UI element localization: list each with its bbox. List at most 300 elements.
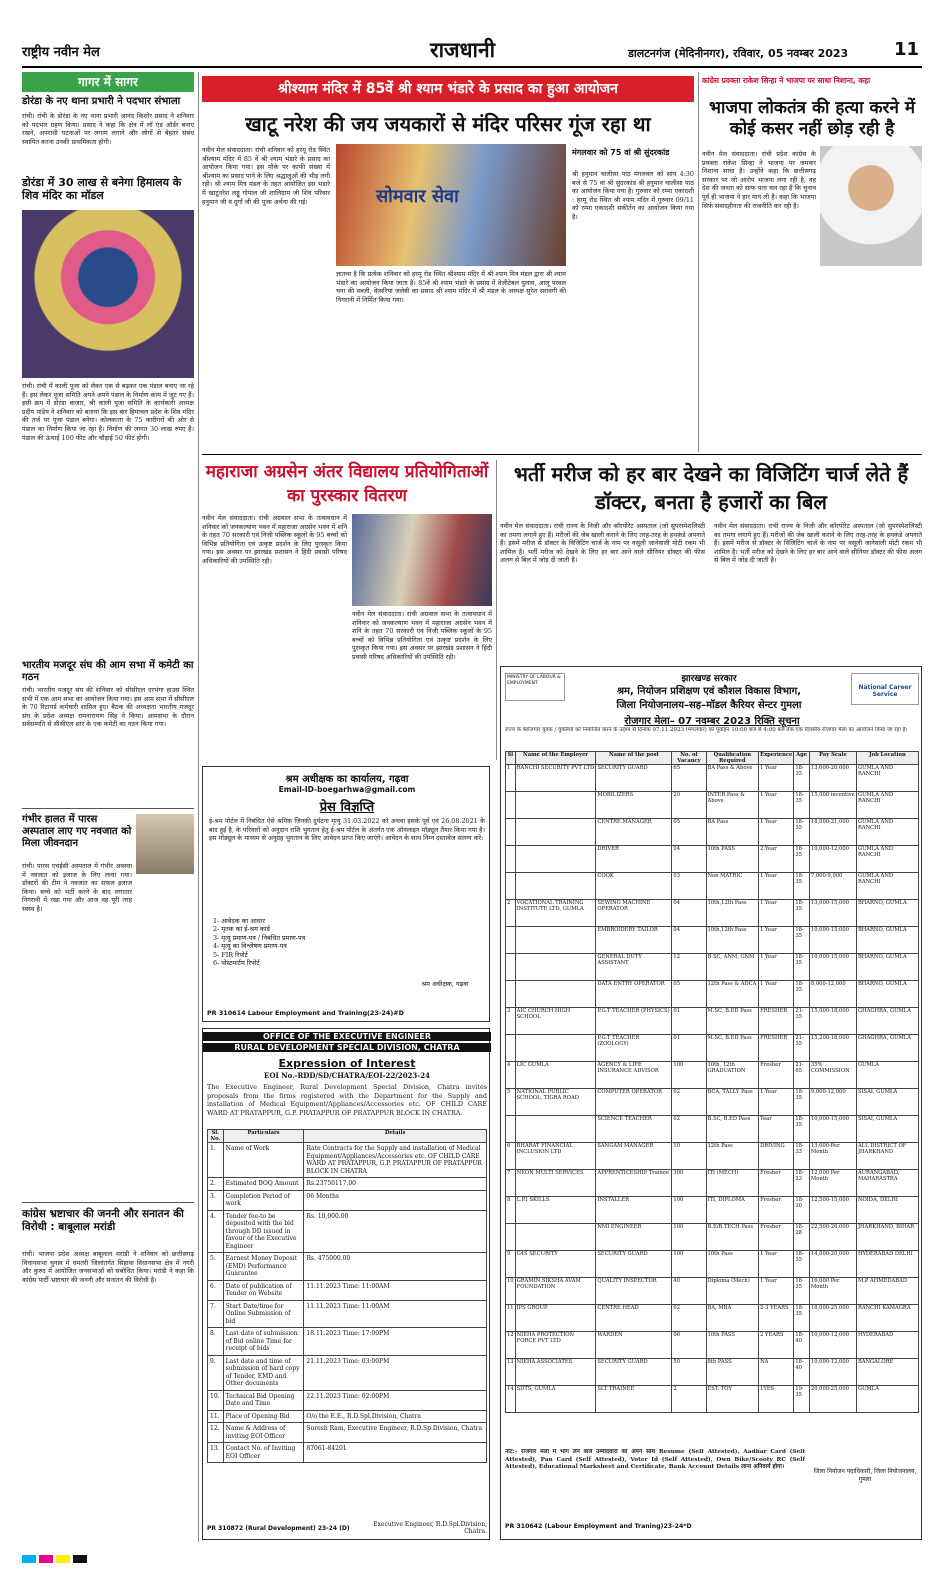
table-cell: GUMLA AND RANCHI (856, 819, 918, 846)
table-cell: FRESHER (759, 1035, 794, 1062)
dept-line: झारखण्ड सरकार (681, 674, 737, 684)
table-cell: 10th, 12th GRADUATION (706, 1062, 759, 1089)
vacancy-row (506, 1062, 919, 1089)
table-cell: 1YES (759, 1386, 794, 1413)
table-cell: 18-35 (794, 846, 810, 873)
table-cell (506, 927, 516, 954)
table-cell: 6. (208, 1280, 224, 1300)
table-cell: 15,000-18,000 (809, 1008, 856, 1035)
table-cell: 01 (672, 1035, 706, 1062)
table-cell: 18-35 (794, 981, 810, 1008)
tender-table-wrap (207, 1129, 487, 1521)
table-cell: SISAI, GUMLA (856, 1116, 918, 1143)
table-cell: 18-35 (794, 1305, 810, 1332)
table-cell: 18-35 (794, 765, 810, 792)
doc-item: 3- मृत्यु प्रमाण-पत्र / निबंधित प्रमाण-पत्र (213, 933, 306, 942)
table-cell: B.SC, B.ED Pass (706, 1116, 759, 1143)
table-cell: BHARNO, GUMLA (856, 900, 918, 927)
table-cell: 1 Year (759, 1251, 794, 1278)
table-cell: 300 (672, 1170, 706, 1197)
tender-row (208, 1280, 487, 1300)
table-cell: BHARNO, GUMLA (856, 981, 918, 1008)
table-cell: 1 Year (759, 1278, 794, 1305)
table-cell: APPRENTICESHIP Trainee (596, 1170, 672, 1197)
table-cell: 5 (506, 1089, 516, 1116)
tender-row (208, 1355, 487, 1390)
table-cell: 12 (506, 1332, 516, 1359)
column-header: Name of the Employer (515, 752, 596, 765)
registration-strip (22, 1548, 922, 1560)
table-cell: 22,500-26,000 (809, 1224, 856, 1251)
table-cell: 13,000-15,000 (809, 900, 856, 927)
kali-idol-photo (22, 210, 194, 378)
tender-ref: PR 310872 (Rural Development) 23-24 (D) (207, 1525, 350, 1532)
notice-body: ई-श्रम पोर्टल में निबंधित ऐसे श्रमिक जिनकी दुर्घटना मृत्यु 31.03.2022 को अथवा इसके पूर्व एवं 26.08.2021 के बाद हुई है, के परिवारों को अनुदान राशि भुगतान हेतु ई-श्रम पोर्टल के अंतर्गत एक ऑनलाइन मॉड्यूल तैयार किया गया है। इस मॉड्यूल के माध्यम से अनुग्रह भुगतान के लिए आवेदन प्राप्त किए जाएंगे। आवेदन के साथ निम्न दस्तावेज संलग्न करें: (209, 817, 485, 843)
table-cell: Rs. 10,000.00 (304, 1210, 487, 1253)
table-cell: BHARNO, GUMLA (856, 954, 918, 981)
table-cell: NOIDA, DELHI (856, 1197, 918, 1224)
table-cell: 10th,12th Pass (706, 927, 759, 954)
ncs-logo: National Career Service (851, 673, 919, 705)
table-cell: 11. (208, 1410, 224, 1423)
table-cell: NIEHA PROTECTION FORCE PVT LTD (515, 1332, 596, 1359)
labour-notice (202, 766, 490, 1022)
table-cell: 04 (672, 900, 706, 927)
table-cell: GUMLA AND RANCHI (856, 792, 918, 819)
hospital-story-headline: भर्ती मरीज को हर बार देखने का विजिटिंग चार्ज लेते हैं डॉक्टर, बनता है हजारों का बिल (513, 462, 909, 514)
table-cell: 1 Year (759, 792, 794, 819)
story-headline: भारतीय मजदूर संघ की आम सभा में कमेटी का गठन (22, 660, 194, 683)
vacancy-row (506, 1332, 919, 1359)
table-cell: DRIVING (759, 1143, 794, 1170)
story-headline: गंभीर हालत में पारस अस्पताल लाए गए नवजात को मिला जीवनदान (22, 814, 132, 849)
table-cell: 1 Year (759, 819, 794, 846)
table-cell: B.E/B.TECH Pass (706, 1224, 759, 1251)
table-cell: 18-35 (794, 1278, 810, 1305)
job-fair-notice (500, 666, 922, 1540)
table-cell: NEON MULTI SERVICES (515, 1170, 596, 1197)
table-cell: 05 (672, 819, 706, 846)
table-cell: COOK (596, 873, 672, 900)
table-cell: 1 Year (759, 1089, 794, 1116)
vacancy-row (506, 981, 919, 1008)
table-cell (506, 1035, 516, 1062)
vacancy-table (505, 751, 919, 1413)
table-cell: 10 (672, 1143, 706, 1170)
table-cell: 21-35 (794, 1035, 810, 1062)
table-cell: 14 (506, 1386, 516, 1413)
story-headline: डोरंडा के नए थाना प्रभारी ने पदभार संभाला (22, 96, 181, 107)
table-cell: JHARKHAND, BIHAR (856, 1224, 918, 1251)
table-cell: 18-35 (794, 873, 810, 900)
table-cell: 18-35 (794, 900, 810, 927)
table-cell: 10,000-15,000 (809, 1116, 856, 1143)
table-cell: 50 (672, 1359, 706, 1386)
vacancy-row (506, 1089, 919, 1116)
table-cell: Date of publication of Tender on Website (223, 1280, 304, 1300)
tender-eoi-number: EOI No.-RDD/SD/CHATRA/EOI-22/2023-24 (264, 1071, 430, 1080)
table-cell: 7,000-9,000 (809, 873, 856, 900)
doc-item: 2- मृतक का ई-श्रम कार्ड (213, 925, 270, 934)
top-story-headline: खाटू नरेश की जय जयकारों से मंदिर परिसर गूंज रहा था (245, 112, 651, 136)
table-cell (515, 927, 596, 954)
hospital-bill-story (500, 460, 922, 660)
table-cell: 8. (208, 1328, 224, 1356)
table-cell: CENTRE MANAGER (596, 819, 672, 846)
table-cell: NA (759, 1359, 794, 1386)
table-cell: 10th PASS (706, 1332, 759, 1359)
table-cell: 10th PASS (706, 846, 759, 873)
tender-office: OFFICE OF THE EXECUTIVE ENGINEER (203, 1032, 491, 1041)
table-cell: 12th Pass (706, 1143, 759, 1170)
vacancy-row (506, 1170, 919, 1197)
tender-table (207, 1129, 487, 1463)
top-story-kicker: श्रीश्याम मंदिर में 85वें श्री श्याम भंडारे के प्रसाद का हुआ आयोजन (202, 76, 694, 102)
story-body: नवीन मेल संवाददाता। रांची अग्रवाल सभा के तत्वावधान में शनिवार को जनकल्याण भवन में महाराजा अग्रसेन भवन में शनि के तहत 70 सरकारी एवं निजी पब्लिक स्कूलों के 95 बच्चों को विभिन्न प्रतियोगिता एवं उत्कृष्ट प्रदर्शन के लिए पुरस्कृत किया गया। इस अवसर पर झारखंड प्रशासन ने हिंदी प्रवासी परिषद अधिकारियों की उपस्थिति रही। (352, 610, 492, 661)
table-cell: NIEHA ASSOCIATES (515, 1359, 596, 1386)
table-cell: 13. (208, 1443, 224, 1463)
table-cell: GENERAL DUTY ASSISTANT (596, 954, 672, 981)
table-cell: EST. TOY (706, 1386, 759, 1413)
table-cell: 18-40 (794, 1359, 810, 1386)
table-cell: 05 (672, 981, 706, 1008)
table-cell: 2 (672, 1386, 706, 1413)
table-cell: Rs.23750117.00 (304, 1178, 487, 1191)
vacancy-row (506, 873, 919, 900)
vacancy-row (506, 765, 919, 792)
table-cell: 2 (506, 900, 516, 927)
tender-row (208, 1253, 487, 1281)
vacancy-row (506, 1305, 919, 1332)
table-cell: GUMLA (856, 1386, 918, 1413)
story-headline: डोरंडा में 30 लाख से बनेगा हिमालय के शिव मंदिर का मॉडल (22, 176, 182, 202)
table-cell: 03 (672, 873, 706, 900)
table-cell: 2 Year (759, 846, 794, 873)
right-story (702, 72, 922, 452)
vacancy-row (506, 819, 919, 846)
story-body: रांची। पारस एचईसी अस्पताल में गंभीर अवस्था में नवजात को इलाज के लिए लाया गया। डॉक्टरों की टीम ने नवजात का सफल इलाज किया। बच्चे को भर्ती करने के बाद लगातार निगरानी में रखा गया और आज वह पूरी तरह स्वस्थ है। (22, 862, 132, 913)
table-cell: 18-28 (794, 1224, 810, 1251)
table-cell: 100 (672, 1197, 706, 1224)
notice-doc-list (213, 917, 483, 967)
left-banner: गागर में सागर (22, 72, 194, 92)
table-cell: DATA ENTRY OPERATOR (596, 981, 672, 1008)
table-cell: NMI ENGINEER (596, 1224, 672, 1251)
table-cell: 21.11.2023 Time: 03:00PM (304, 1355, 487, 1390)
vacancy-row (506, 1278, 919, 1305)
table-cell: 10,000-12,000 (809, 1359, 856, 1386)
table-cell: 65 (672, 765, 706, 792)
story-body: नवीन मेल संवाददाता। रांची राज्य के निजी और कॉरपोरेट अस्पताल (जो सुपरस्पेशलिस्टी का तमगा लगाये हुए हैं) मरीजों की जेब खाली कराने के लिए तरह-तरह के हथकंडे अपनाते हैं। इसमें मरीज से डॉक्टर के विजिटिंग चार्ज के नाम पर वसूली जानेवाली मोटी रकम भी शामिल है। भर्ती मरीज को देखने के लिए हर बार आने वाले सीनियर डॉक्टर की फीस अलग से बिल में जोड़ दी जाती है। (714, 522, 922, 565)
table-cell: INSTALLER (596, 1197, 672, 1224)
vacancy-row (506, 1224, 919, 1251)
table-cell: INTER Pass & Above (706, 792, 759, 819)
right-story-headline: भाजपा लोकतंत्र की हत्या करने में कोई कसर नहीं छोड़ रही है (709, 98, 915, 139)
table-cell: 2-3 YEARS (759, 1305, 794, 1332)
table-cell: Earnest Money Deposit (EMD) Performance Guarantee (223, 1253, 304, 1281)
table-cell: 01 (672, 1008, 706, 1035)
table-cell: SECURITY GUARD (596, 765, 672, 792)
table-cell (515, 792, 596, 819)
story-body: श्री हनुमान चालीसा पाठ मंगलवार को सांय 4:30 बजे से 75 वां श्री सुंदरकांड श्री हनुमान चालीसा पाठ का आयोजन किया गया है। गुरुवार को रम्भा एकादशी : हरमू रोड स्थित श्री श्याम मंदिर में गुरुवार 09/11 को रम्भा एकादशी संकीर्तन का आयोजन किया गया है। (572, 170, 694, 221)
vacancy-row (506, 927, 919, 954)
table-cell: Technical Bid Opening Date and Time (223, 1390, 304, 1410)
table-cell: L.P.I SKILLS (515, 1197, 596, 1224)
photo-caption: सोमवार सेवा (376, 186, 459, 207)
table-cell: 5. (208, 1253, 224, 1281)
tender-intro: The Executive Engineer, Rural Development Special Division, Chatra invites proposals from the firms registered with the Department for the Supply and installation of Medical Equipment/Appliances/Accessories etc. OF CHILD CARE WARD AT PRATAPPUR, G.P. PRATAPPUR OF PRATAPPUR BLOCK IN CHATRA. (207, 1083, 487, 1117)
table-cell: FRESHER (759, 1008, 794, 1035)
story-subhead: मंगलवार को 75 वां श्री सुंदरकांड (572, 148, 670, 157)
tender-row (208, 1143, 487, 1178)
table-cell: 35% COMMISSION (809, 1062, 856, 1089)
table-cell: 10th Pass (706, 1251, 759, 1278)
table-cell: 10,000-15,000 (809, 927, 856, 954)
vacancy-row (506, 792, 919, 819)
table-cell: AGENCY & LIFE INSURANCE ADVISOR (596, 1062, 672, 1089)
table-cell: 16,000 Per Month (809, 1278, 856, 1305)
table-cell: Completion Period of work (223, 1190, 304, 1210)
table-cell: M.SC, B.ED Pass (706, 1035, 759, 1062)
table-cell: AIC CHURCH HIGH SCHOOL (515, 1008, 596, 1035)
table-cell: 02 (672, 1305, 706, 1332)
hospital-photo (136, 814, 194, 874)
table-cell: 02 (672, 1116, 706, 1143)
table-cell: COMPUTER OPERATOR (596, 1089, 672, 1116)
table-cell: BA, MBA (706, 1305, 759, 1332)
table-cell: Fresher (759, 1170, 794, 1197)
table-cell: 4 (506, 1062, 516, 1089)
table-cell: GHAGHRA, GUMLA (856, 1035, 918, 1062)
vacancy-row (506, 1251, 919, 1278)
table-cell: Suresh Ram, Executive Engineer, R.D.Sp.Division, Chatra (304, 1423, 487, 1443)
notice-ref: PR 310614 Labour Employment and Training(23-24)#D (207, 1009, 404, 1017)
table-cell: 12,000 Per Month (809, 1170, 856, 1197)
vacancy-header-row (506, 752, 919, 765)
table-cell (515, 873, 596, 900)
story-body: रांची। भारतीय मजदूर संघ की शनिवार को सीसीएल दरभंगा हाउस स्थित सभी में एक आम सभा का आयोजन किया गया। इस आम सभा में सीसीएल के 70 रिटायर्ड कर्मचारी शामिल हुए। बैठक की अध्यक्षता भारतीय मजदूर संघ के प्रदेश अध्यक्ष रामनारायण सिंह ने किया। आमसभा के दौरान सर्वसम्मति से सीसीएल स्तर के एक कमेटी का गठन किया गया। (22, 686, 194, 729)
table-cell: ALL DISTRICT OF JHARKHAND (856, 1143, 918, 1170)
table-cell: 22.11.2023 Time: 02:00PM (304, 1390, 487, 1410)
table-cell: B.SC, ANM, GNM (706, 954, 759, 981)
story-body: नवीन मेल संवाददाता। रांची अग्रवाल सभा के तत्वावधान में शनिवार को जनकल्याण भवन में महाराजा अग्रसेन भवन में शनि के तहत 70 सरकारी एवं निजी पब्लिक स्कूलों के 95 बच्चों को विभिन्न प्रतियोगिता एवं उत्कृष्ट प्रदर्शन के लिए पुरस्कृत किया गया। इस अवसर पर झारखंड प्रशासन ने हिंदी प्रवासी परिषद अधिकारियों की उपस्थिति रही। (202, 514, 347, 565)
table-cell: 18-35 (794, 792, 810, 819)
table-cell: 1 Year (759, 873, 794, 900)
table-cell: P.G.T TEACHER (ZOOLOGY) (596, 1035, 672, 1062)
table-cell: ITI, DIPLOMA (706, 1197, 759, 1224)
right-story-kicker: कांग्रेस प्रवक्ता राकेश सिन्हा ने भाजपा पर साधा निशाना, कहा (702, 76, 871, 85)
table-cell: EMBROIDERY TAILOR (596, 927, 672, 954)
table-cell: 10,000-15,000 (809, 954, 856, 981)
table-cell: 18-35 (794, 954, 810, 981)
tender-row (208, 1390, 487, 1410)
table-cell: SISAI, GUMLA (856, 1089, 918, 1116)
vacancy-table-wrap (505, 751, 919, 1445)
table-cell: NATIONAL PUBLIC SCHOOL, TIGRA ROAD (515, 1089, 596, 1116)
table-cell: G4S SECURITY (515, 1251, 596, 1278)
table-cell: 04 (672, 927, 706, 954)
tender-row (208, 1423, 487, 1443)
table-cell: M.SC, B.ED Pass (706, 1008, 759, 1035)
story-body: रांची। भाजपा प्रदेश अध्यक्ष बाबूलाल मरांडी ने शनिवार को छत्तीसगढ़ विधानसभा चुनाव में धमतरी जिलांतर्गत सिहावा विधानसभा क्षेत्र में नगरी और कुरुद में आयोजित जनसभाओं को संबोधित किया। मरांडी ने कहा कि कांग्रेस पार्टी भ्रष्टाचार की जननी और सनातन की विरोधी है। (22, 1250, 194, 1284)
job-fair-title: रोजगार मेला– 07 नवम्बर 2023 रिक्ति सूचना (624, 716, 800, 727)
table-cell: 12. (208, 1423, 224, 1443)
tender-row (208, 1190, 487, 1210)
award-story (202, 460, 492, 760)
vacancy-row (506, 1386, 919, 1413)
table-cell: WARDEN (596, 1332, 672, 1359)
table-cell: GHAGHRA, GUMLA (856, 1008, 918, 1035)
story-body: रांची। रांची में काली पूजा को लेकर एक से बढ़कर एक पंडाल बनाए जा रहे हैं। इस लेकर पूजा समिति अपने अपने पंडाल के निर्माण काम में जुट गए हैं। इसी क्रम में डोरंडा बाजार, श्री काली पूजा समिति के कार्यकारी अध्यक्ष प्रदीप पांडेय ने शनिवार को बताया कि इस बार हिमाचल प्रदेश के शिव मंदिर की तर्ज पर पूजा पंडाल बनेगा। कोलकाता के 75 कारीगरों की ओर से पंडाल का निर्माण किया जा रहा है। निर्माण की लागत 30 लाख रुपए है। पंडाल की ऊंचाई 100 फीट और चौड़ाई 50 फीट होगी। (22, 382, 194, 442)
table-cell: 18-30 (794, 1197, 810, 1224)
story-body: नवीन मेल संवाददाता। रांची प्रदेश कांग्रेस के प्रवक्ता राकेश सिन्हा ने भाजपा पर जमकर निशाना साधा है। उन्होंने कहा कि छत्तीसगढ़ सरकार पर जो आरोप भाजपा लगा रही है, वह देश की जनता को साफ पता चल रहा है कि चुनाव पूर्व ही भाजपा ने हार मान ली है। कहा कि भाजपा सिर्फ संवादहीनता की राजनीति कर रही है। (702, 150, 816, 210)
table-cell: 18,000-25,000 (809, 1305, 856, 1332)
table-cell: 13 (506, 1359, 516, 1386)
table-cell: BHARNO, GUMLA (856, 927, 918, 954)
vacancy-row (506, 1143, 919, 1170)
table-cell: Last date of submission of Bid online Time for receipt of bids (223, 1328, 304, 1356)
table-cell: 8 (506, 1197, 516, 1224)
table-cell: 18-23 (794, 1170, 810, 1197)
table-cell: 10,000-12,000 (809, 846, 856, 873)
table-cell: HYDERABAD (856, 1332, 918, 1359)
table-cell: 10th,12th Pass (706, 900, 759, 927)
table-cell: Rate Contracts for the Supply and installation of Medical Equipment/Appliances/Accessories etc. OF CHILD CARE WARD AT PRATAPPUR, G.P. PRATAPPUR OF PRATAPPUR BLOCK IN CHATRA (304, 1143, 487, 1178)
table-cell: HYDERABAD DELHI (856, 1251, 918, 1278)
table-cell: 2 YEARS (759, 1332, 794, 1359)
tender-row (208, 1210, 487, 1253)
table-cell: 12,500-15,000 (809, 1197, 856, 1224)
award-photo (352, 514, 492, 606)
table-cell (515, 954, 596, 981)
table-cell: Year (759, 1116, 794, 1143)
table-cell: 04 (672, 846, 706, 873)
vacancy-row (506, 1359, 919, 1386)
column-header: Pay Scale (809, 752, 856, 765)
table-cell: GUMLA AND RANCHI (856, 873, 918, 900)
table-cell: 1 Year (759, 981, 794, 1008)
table-cell: DRIVER (596, 846, 672, 873)
table-cell: 18,000-21,000 (809, 819, 856, 846)
table-cell: 2. (208, 1178, 224, 1191)
table-cell: 12th Pass & ADCA (706, 981, 759, 1008)
table-cell: 02 (672, 1089, 706, 1116)
table-cell: GRAMIN SIKSHA AVAM FOUNDATION (515, 1278, 596, 1305)
tender-row (208, 1443, 487, 1463)
doc-item: 6- पोस्टमार्टम रिपोर्ट (213, 959, 260, 968)
table-cell: 11.11.2023 Time: 11:00AM (304, 1300, 487, 1328)
table-cell: 3 (506, 1008, 516, 1035)
table-cell (515, 1224, 596, 1251)
table-cell (506, 873, 516, 900)
column-header: Particulars (223, 1130, 304, 1143)
table-cell: SCIENCE TEACHER (596, 1116, 672, 1143)
table-cell (515, 981, 596, 1008)
table-cell: 10. (208, 1390, 224, 1410)
tender-row (208, 1410, 487, 1423)
table-cell: Place of Opening Bid (223, 1410, 304, 1423)
table-cell: 20,000-25,000 (809, 1386, 856, 1413)
job-fair-ref: PR 310642 (Labour Employment and Traning)23-24*D (505, 1523, 692, 1530)
ministry-logo: MINISTRY OF LABOUR & EMPLOYMENT (505, 673, 565, 701)
table-cell: Name of Work (223, 1143, 304, 1178)
table-cell: Last date and time of submission of hard copy of Tender, EMD and Other documents (223, 1355, 304, 1390)
tender-title: Expression of Interest (278, 1057, 416, 1070)
table-cell: ITI (MECH) (706, 1170, 759, 1197)
table-cell: 20 (672, 792, 706, 819)
story-headline: कांग्रेस भ्रष्टाचार की जननी और सनातन की विरोधी : बाबूलाल मरांडी (22, 1208, 184, 1233)
table-cell (506, 1116, 516, 1143)
table-cell: BA Pass (706, 819, 759, 846)
table-cell: 15,200-18,000 (809, 1035, 856, 1062)
newspaper-logo: राष्ट्रीय नवीन मेल (22, 45, 100, 60)
top-story (202, 72, 694, 452)
vacancy-row (506, 846, 919, 873)
table-cell (506, 792, 516, 819)
dept-line: जिला नियोजनालय–सह–मॉडल कैरियर सेन्टर गुमला (616, 700, 802, 711)
vacancy-row (506, 1116, 919, 1143)
table-cell: 8th PASS (706, 1359, 759, 1386)
table-cell: 11.11.2023 Time: 11:00AM (304, 1280, 487, 1300)
tender-row (208, 1328, 487, 1356)
tender-signature: Executive Engineer, R.D.Spl.Division, Chatra. (373, 1521, 487, 1535)
table-cell: 18-40 (794, 1332, 810, 1359)
table-cell: GUMLA AND RANCHI (856, 846, 918, 873)
table-cell: 10,000-12,000 (809, 1332, 856, 1359)
doc-item: 4- मृत्यु का विश्लेषण प्रमाण-पत्र (213, 942, 287, 951)
table-cell: 9. (208, 1355, 224, 1390)
politician-photo (820, 146, 922, 266)
story-body: ज्ञातव्य है कि प्रत्येक शनिवार को हरमू रोड स्थित श्रीश्याम मंदिर में श्री श्याम मित्र मंडल द्वारा श्री श्याम भंडारे का आयोजन किया जाता है। 85वें श्री श्याम भंडारे के प्रसाद में वेजीटेबल पुलाव, आलू परवल चना की सब्जी, केसरिया जलेबी का प्रसाद श्री श्याम मंदिर में श्री मंडल के अध्यक्ष सुरेश सरावगी की निगरानी में निर्मित किया गया। (336, 270, 566, 304)
vacancy-row (506, 954, 919, 981)
table-cell: 06 (672, 1332, 706, 1359)
table-cell: O/o the E.E., R.D.Spl.Division, Chatra (304, 1410, 487, 1423)
section-title: राजधानी (430, 38, 496, 62)
table-cell: 18-35 (794, 819, 810, 846)
job-fair-signature: जिला नियोजन पदाधिकारी, जिला नियोजनालय, गुमला (813, 1468, 917, 1483)
table-cell: Tender fee-to be deposited with the bid through DD issued in favour of the Executive Engineer (223, 1210, 304, 1253)
table-cell: 14,000-20,000 (809, 1251, 856, 1278)
table-cell: 18-35 (794, 1089, 810, 1116)
table-cell: GUMLA AND RANCHI (856, 765, 918, 792)
table-cell: 9,000-12,000 (809, 1089, 856, 1116)
column-header: Job Location (856, 752, 918, 765)
table-cell: 4. (208, 1210, 224, 1253)
table-cell: Start Date/time for Online Submission of bid (223, 1300, 304, 1328)
table-cell: 21-35 (794, 1008, 810, 1035)
notice-signature: श्रम अधीक्षक, गढ़वा (421, 980, 469, 988)
table-cell: 18.11.2023 Time: 17:00PM (304, 1328, 487, 1356)
table-cell: MOBILIZERS (596, 792, 672, 819)
table-cell: 7. (208, 1300, 224, 1328)
table-cell: RANCHI KAMAGRA (856, 1305, 918, 1332)
table-cell: 15,000 incentive (809, 792, 856, 819)
table-cell (506, 846, 516, 873)
vacancy-row (506, 1035, 919, 1062)
table-cell: CENTRE HEAD (596, 1305, 672, 1332)
job-fair-intro: राज्य के बेरोजगार युवक / युवतियों को नियोजित करने के उद्देश्य से दिनांक 07.11.2023 (मंगलवार) को पूर्वाहन 10:00 बजे से 4:00 बजे तक एक दिवसीय रोजगार मेला का आयोजन किया जा रहा है। (505, 727, 908, 733)
column-header: Qualification Required (706, 752, 759, 765)
table-cell: Diploma (Mech) (706, 1278, 759, 1305)
table-cell: M.P AHMEDABAD (856, 1278, 918, 1305)
story-body: रांची। रांची के डोरंडा के नए थाना प्रभारी आनंद किशोर प्रसाद ने शनिवार को पदभार ग्रहण किया। प्रसाद ने कहा कि क्षेत्र में लॉ एंड ऑर्डर बनाए रखने, अपराधी घटनाओं पर लगाम लगाने और लोगों से बेहतर संबंध स्थापित करना उनकी प्राथमिकता होगी। (22, 112, 194, 146)
table-cell: LIC GUMLA (515, 1062, 596, 1089)
table-cell: GUMLA (856, 1062, 918, 1089)
table-cell: QUALITY INSPECTOR (596, 1278, 672, 1305)
table-cell: 12 (672, 954, 706, 981)
table-cell: 100 (672, 1251, 706, 1278)
column-header: Sl. No. (208, 1130, 224, 1143)
